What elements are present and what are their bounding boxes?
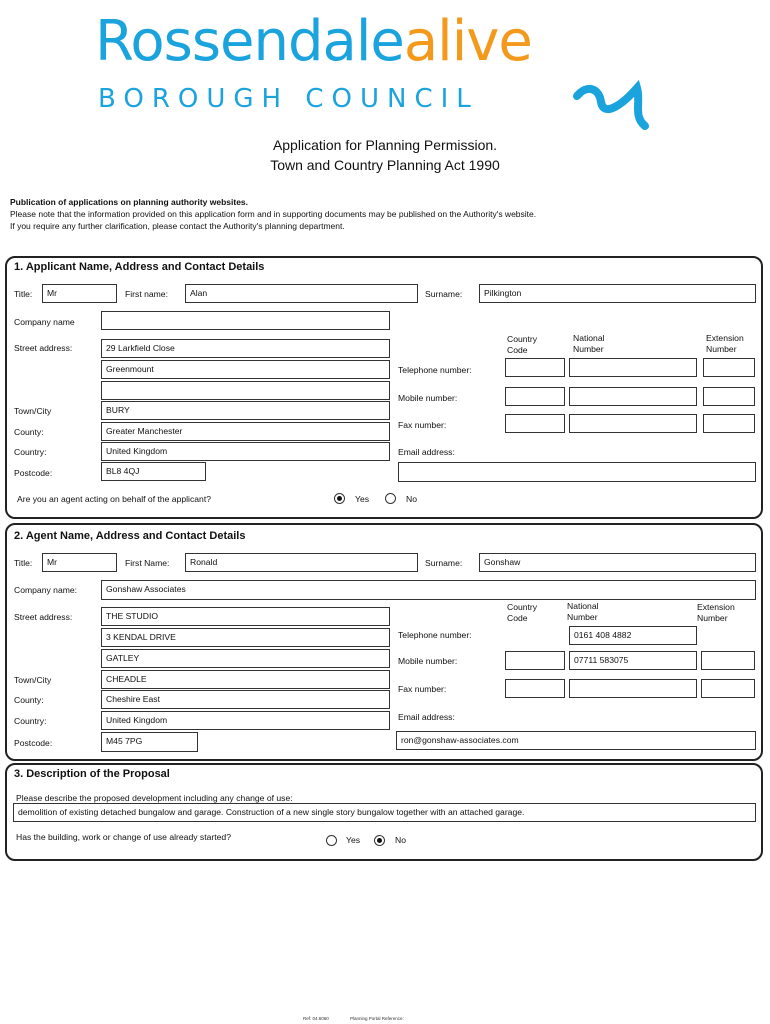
agent-yes-label: Yes (355, 494, 370, 504)
agent-company-field[interactable]: Gonshaw Associates (101, 580, 756, 600)
agent-country-code-header: Country Code (507, 602, 538, 623)
street-label: Street address: (14, 343, 73, 353)
publication-clarification: If you require any further clarification, please contact the Authority's planning department. (10, 221, 345, 231)
agent-fax-extension-field[interactable] (701, 679, 755, 698)
mobile-label: Mobile number: (398, 393, 458, 403)
agent-county-label: County: (14, 695, 44, 705)
agent-fax-national-field[interactable] (569, 679, 697, 698)
logo-swoosh-icon (573, 78, 653, 133)
agent-title-label: Title: (14, 558, 33, 568)
applicant-postcode-field[interactable]: BL8 4QJ (101, 462, 206, 481)
email-label: Email address: (398, 447, 455, 457)
started-no-radio[interactable] (374, 835, 385, 846)
form-title-line2: Town and Country Planning Act 1990 (270, 157, 500, 173)
telephone-label: Telephone number: (398, 365, 472, 375)
proposal-prompt: Please describe the proposed development including any change of use: (16, 793, 293, 803)
agent-mobile-label: Mobile number: (398, 656, 458, 666)
applicant-fax-country-field[interactable] (505, 414, 565, 433)
section-2-heading: 2. Agent Name, Address and Contact Details (14, 530, 246, 542)
footer-ref: Ref: 04.6060 (303, 1016, 329, 1021)
fax-label: Fax number: (398, 420, 447, 430)
agent-no-label: No (406, 494, 417, 504)
applicant-mobile-country-field[interactable] (505, 387, 565, 406)
title-label: Title: (14, 289, 33, 299)
applicant-mobile-extension-field[interactable] (703, 387, 755, 406)
agent-town-label: Town/City (14, 675, 52, 685)
agent-email-field[interactable]: ron@gonshaw-associates.com (396, 731, 756, 750)
applicant-title-field[interactable]: Mr (42, 284, 117, 303)
footer-portal-reference: Planning Portal Reference: (350, 1016, 404, 1021)
agent-postcode-field[interactable]: M45 7PG (101, 732, 198, 752)
applicant-street-3-field[interactable] (101, 381, 390, 400)
agent-company-label: Company name: (14, 585, 78, 595)
section-3-heading: 3. Description of the Proposal (14, 768, 170, 780)
county-label: County: (14, 427, 44, 437)
logo-wordmark: Rossendalealive (95, 9, 532, 74)
logo-subtitle: BOROUGH COUNCIL (98, 84, 479, 114)
started-yes-label: Yes (346, 835, 361, 845)
applicant-town-field[interactable]: BURY (101, 401, 390, 420)
agent-postcode-label: Postcode: (14, 738, 53, 748)
agent-no-radio[interactable] (385, 493, 396, 504)
applicant-mobile-national-field[interactable] (569, 387, 697, 406)
section-1-heading: 1. Applicant Name, Address and Contact Details (14, 261, 265, 273)
proposal-description-field[interactable]: demolition of existing detached bungalow and garage. Construction of a new single story bungalow together with an attached garage. (13, 803, 756, 822)
applicant-surname-field[interactable]: Pilkington (479, 284, 756, 303)
country-label: Country: (14, 447, 47, 457)
agent-national-number-header: National Number (567, 601, 599, 622)
agent-country-field[interactable]: United Kingdom (101, 711, 390, 730)
started-question: Has the building, work or change of use already started? (16, 832, 231, 842)
applicant-fax-national-field[interactable] (569, 414, 697, 433)
council-logo (95, 8, 695, 133)
agent-surname-field[interactable]: Gonshaw (479, 553, 756, 572)
town-label: Town/City (14, 406, 52, 416)
country-code-header: Country Code (507, 334, 538, 355)
agent-first-name-field[interactable]: Ronald (185, 553, 418, 572)
applicant-tel-extension-field[interactable] (703, 358, 755, 377)
company-label: Company name (14, 317, 75, 327)
agent-mobile-extension-field[interactable] (701, 651, 755, 670)
agent-title-field[interactable]: Mr (42, 553, 117, 572)
agent-question: Are you an agent acting on behalf of the applicant? (17, 494, 211, 504)
agent-telephone-label: Telephone number: (398, 630, 472, 640)
agent-street-2-field[interactable]: 3 KENDAL DRIVE (101, 628, 390, 647)
agent-county-field[interactable]: Cheshire East (101, 690, 390, 709)
applicant-tel-country-field[interactable] (505, 358, 565, 377)
started-no-label: No (395, 835, 406, 845)
applicant-first-name-field[interactable]: Alan (185, 284, 418, 303)
agent-email-label: Email address: (398, 712, 455, 722)
applicant-street-2-field[interactable]: Greenmount (101, 360, 390, 379)
agent-fax-country-field[interactable] (505, 679, 565, 698)
agent-yes-radio[interactable] (334, 493, 345, 504)
agent-mobile-national-field[interactable]: 07711 583075 (569, 651, 697, 670)
applicant-email-field[interactable] (398, 462, 756, 482)
postcode-label: Postcode: (14, 468, 53, 478)
agent-street-label: Street address: (14, 612, 73, 622)
agent-surname-label: Surname: (425, 558, 463, 568)
agent-mobile-country-field[interactable] (505, 651, 565, 670)
applicant-fax-extension-field[interactable] (703, 414, 755, 433)
publication-heading: Publication of applications on planning authority websites. (10, 197, 249, 207)
agent-street-3-field[interactable]: GATLEY (101, 649, 390, 668)
applicant-tel-national-field[interactable] (569, 358, 697, 377)
agent-street-1-field[interactable]: THE STUDIO (101, 607, 390, 626)
applicant-county-field[interactable]: Greater Manchester (101, 422, 390, 441)
national-number-header: National Number (573, 333, 605, 354)
applicant-company-field[interactable] (101, 311, 390, 330)
surname-label: Surname: (425, 289, 463, 299)
agent-first-name-label: First Name: (125, 558, 170, 568)
started-yes-radio[interactable] (326, 835, 337, 846)
agent-town-field[interactable]: CHEADLE (101, 670, 390, 689)
applicant-country-field[interactable]: United Kingdom (101, 442, 390, 461)
applicant-street-1-field[interactable]: 29 Larkfield Close (101, 339, 390, 358)
publication-note: Please note that the information provided on this application form and in supporting documents may be published on the Authority's website. (10, 209, 537, 219)
agent-tel-national-field[interactable]: 0161 408 4882 (569, 626, 697, 645)
agent-extension-number-header: Extension Number (697, 602, 735, 623)
agent-fax-label: Fax number: (398, 684, 447, 694)
extension-number-header: Extension Number (706, 333, 744, 354)
form-title-line1: Application for Planning Permission. (272, 137, 498, 153)
first-name-label: First name: (125, 289, 168, 299)
agent-country-label: Country: (14, 716, 47, 726)
